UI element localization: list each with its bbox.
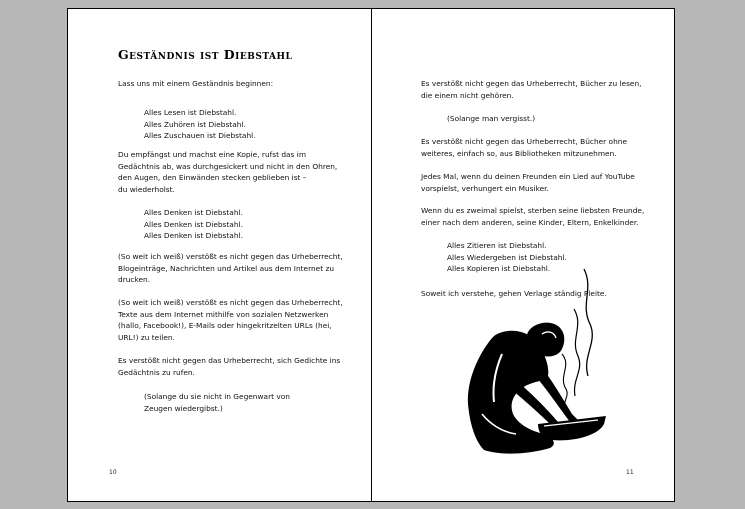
left-page (68, 9, 371, 501)
paragraph-aside: (Solange du sie nicht in Gegenwart von Zeugen wiedergibst.) (144, 392, 290, 413)
stanza-line: Alles Kopieren ist Diebstahl. (447, 264, 551, 274)
stanza-line: Alles Zuschauen ist Diebstahl. (144, 131, 256, 141)
chapter-title: Geständnis ist Diebstahl (118, 47, 293, 62)
stanza-line: Alles Denken ist Diebstahl. (144, 231, 243, 241)
paragraph: Es verstößt nicht gegen das Urheberrecht, sich Gedichte ins Gedächtnis zu rufen. (118, 356, 341, 377)
right-page (372, 9, 674, 501)
paragraph: Jedes Mal, wenn du deinen Freunden ein Lied auf YouTube vorspielst, verhungert ein Musiker. (421, 172, 635, 193)
smoke-wisp (584, 269, 592, 376)
stanza-line: Alles Denken ist Diebstahl. (144, 219, 243, 229)
stanza-line: Alles Zuhören ist Diebstahl. (144, 119, 246, 129)
paragraph: Soweit ich verstehe, gehen Verlage ständig Pleite. (421, 289, 607, 298)
paragraph: (So weit ich weiß) verstößt es nicht gegen das Urheberrecht, Texte aus dem Internet mithilfe von sozialen Netzwerken (hallo, Facebook!), E-Mails oder hingekritzelten URLs (hei, URL!) zu teilen. (118, 298, 343, 342)
book-spread (67, 8, 675, 502)
stanza-line: Alles Lesen ist Diebstahl. (144, 108, 237, 117)
paragraph-aside: (Solange man vergisst.) (447, 114, 536, 123)
paragraph: Es verstößt nicht gegen das Urheberrecht, Bücher ohne weiteres, einfach so, aus Bibliotheken mitzunehmen. (421, 137, 627, 158)
paragraph: Du empfängst und machst eine Kopie, rufst das im Gedächtnis ab, was durchgesickert und nicht in den Ohren, den Augen, den Einwänden stecken geblieben ist – du wiederholst. (118, 150, 338, 194)
smoke-wisp (574, 309, 580, 396)
crouching-figure-illustration (462, 264, 612, 464)
stanza-reading (118, 107, 256, 142)
intro-line: Lass uns mit einem Geständnis beginnen: (118, 79, 274, 88)
paragraph: (So weit ich weiß) verstößt es nicht gegen das Urheberrecht, Blogeinträge, Nachrichten und Artikel aus dem Internet zu drucken. (118, 252, 343, 285)
stanza-thinking (118, 207, 243, 242)
stanza-line: Alles Denken ist Diebstahl. (144, 208, 243, 217)
page-number: 10 (109, 469, 117, 476)
paragraph: Wenn du es zweimal spielst, sterben seine liebsten Freunde, einer nach dem anderen, seine Kinder, Eltern, Enkelkinder. (421, 206, 645, 227)
paragraph: Es verstößt nicht gegen das Urheberrecht, Bücher zu lesen, die einem nicht gehören. (421, 79, 642, 100)
stanza-line: Alles Wiedergeben ist Diebstahl. (447, 252, 567, 262)
page-number: 11 (626, 469, 634, 476)
stanza-line: Alles Zitieren ist Diebstahl. (447, 241, 547, 250)
